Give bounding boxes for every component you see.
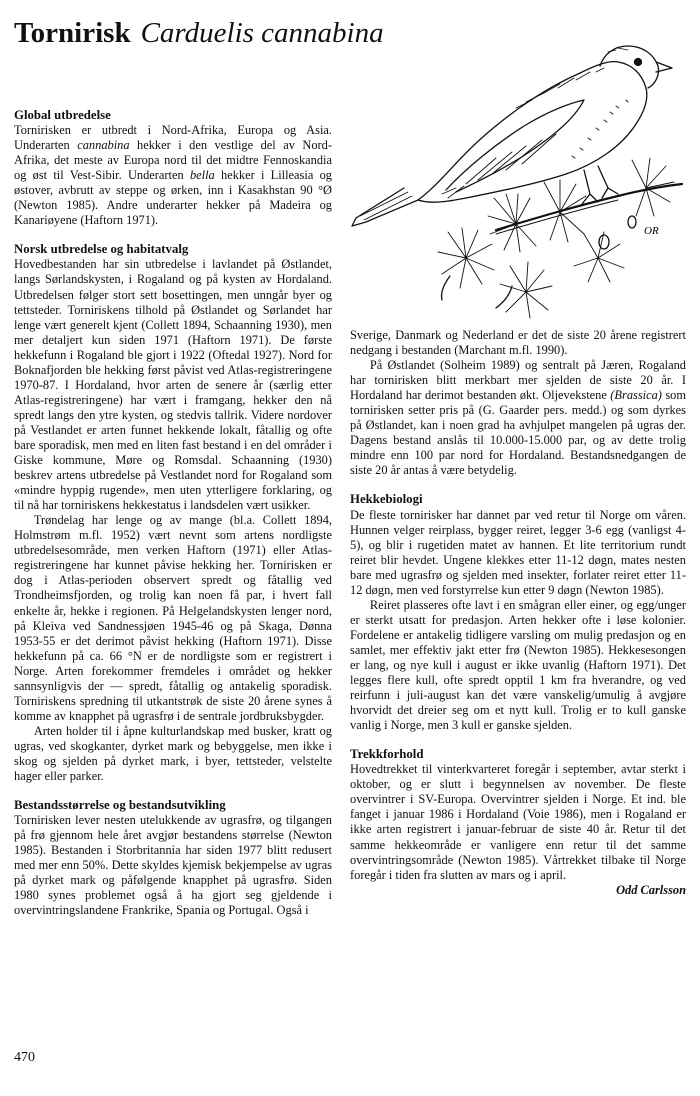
norsk-paragraph-1: Hovedbestanden har sin utbredelse i lavlandet på Østlandet, langs Sørlandskysten, i Rogaland og på kysten av Hordaland. Utbredelsen følger stort sett bosettingen, men unngår byer og tettsteder. Torniriskens tilhold på Østlandet og Sørlandet har lenge vært generelt kjent (Collett 1894, Schaanning 1930), men mer detaljert kun siden 1971 (Haftorn 1971). De første hekkefunn i Rogaland ble gjort i 1922 (Oftedal 1927). Nord for Boknafjorden ble hekking først påvist ved Atlas-registreringene 1970-87. I Hordaland, hvor arten de senere år (særlig etter Atlas-registreringene) har vært i framgang, hekker den nå spredt langs den ytre kysten, og stedvis tallrik. Videre nordover på Vestlandet er arten funnet hekkende lokalt, fåtallig og ofte bare sporadisk, men med en liten fast bestand i en del områder i Giske kommune, Møre og Romsdal. Schaanning (1930) beskrev artens utbredelse på Vestlandet nord for Rogaland som «mindre hyppig rugende», men uten ytterligere forklaring, og til nå har torniriskens hekkestatus i landsdelen vært usikker.: [14, 257, 332, 513]
hekke-paragraph-1: De fleste tornirisker har dannet par ved retur til Norge om våren. Hunnen velger reirplass, bygger reiret, legger 3-6 egg (vanligst 4-5), og blir i rugetiden matet av hannen. Et lite territorium rundt reiret blir hevdet. Ungene klekkes etter 11-12 døgn, mates nesten bare med ugrasfrø og sjelden med insekter, forlater reiret etter 11-12 døgn, men ved forstyrrelse kun etter 9 døgn (Newton 1985).: [350, 507, 686, 597]
heading-hekke: Hekkebiologi: [350, 492, 423, 507]
left-column: [14, 108, 332, 918]
author-name: Odd Carlsson: [616, 882, 686, 897]
bestand-text-a: På Østlandet (Solheim 1989) og sentralt på Jæren, Rogaland har tornirisken blitt merkbart mer sjelden de siste 20 år. I Hordaland har derimot bestanden økt. Oljevekstene: [350, 358, 686, 403]
species-common-name: Tornirisk: [14, 17, 131, 49]
heading-bestand: Bestandsstørrelse og bestandsutvikling: [14, 798, 226, 813]
species-title: [14, 16, 384, 50]
hekke-paragraph-2: Reiret plasseres ofte lavt i en smågran eller einer, og egg/unger er sterkt utsatt for predasjon. Arten hekker ofte i løse kolonier. Fordelene er antakelig tidligere varsling om mulig predasjon og en samlet, mer effektiv jakt etter frø (Newton 1985). Hekkesesongen er lang, og nye kull i august er ikke uvanlig (Haftorn 1971). Det legges flere kull, ofte spredt opptil 1 km fra hverandre, og ved reirfunn i juli-august kan det være vanskelig/umulig å avgjøre hvorvidt det dreier seg om et nytt kull. Trolig er to kull ganske vanlig i Norge, men 3 kull er ganske sjelden.: [350, 597, 686, 733]
right-column: [350, 328, 686, 898]
trekk-paragraph-1: Hovedtrekket til vinterkvarteret foregår i september, avtar sterkt i oktober, og er slutt i begynnelsen av november. De fleste overvintrer i SV-Europa. Overvintrer sjelden i Norge. Et ind. ble fanget i januar 1986 i Hordaland (Voie 1986), men i Rogaland er ikke arten registrert i januar-februar de siste 40 år. Retur til det samme hekkeområde er vanligere enn retur til det samme overvintringsområde (Newton 1985). Vårtrekket tilbake til Norge foregår i tiden fra slutten av mars og i april.: [350, 762, 686, 882]
norsk-paragraph-2: Trøndelag har lenge og av mange (bl.a. Collett 1894, Holmstrøm m.fl. 1952) vært nevnt som artens nordligste utbredelsesområde, men verken Haftorn (1971) eller Atlas-registreringene har kunnet påvise hekking her. Tornirisken er dog i Atlas-perioden observert spredt og fåtallig ved Trondheimsfjorden, og trolig kan noen få par, i hvert fall enkelte år, hekke i regionen. På Helgelandskysten lenger nord, på Kleiva ved Sandnessjøen 1945-46 og på Skaga, Dønna 1953-55 er det derimot påvist hekking (Haftorn 1971). Disse hekkefunn på ca. 66 °N er de nordligste som er registrert i Norge. Arten forekommer fremdeles i området og hekker sannsynligvis der — spredt, fåtallig og antakelig sporadisk. Torniriskens spredning til utkantstrøk de siste 20 årene synes å komme av knapphet på ugrasfrø i de sentrale jordbruksbygder.: [14, 513, 332, 723]
global-text-em2: bella: [189, 168, 215, 183]
heading-norsk: Norsk utbredelse og habitatvalg: [14, 242, 189, 257]
global-text-c: hekker i Lilleasia og østover, avbrutt av steppe og ørken, inn i Kasakhstan 90 °Ø (Newton 1985). Andre underarter hekker på Madeira og Kanariøyene (Haftorn 1971).: [14, 168, 332, 228]
species-latin-name: Carduelis cannabina: [140, 17, 384, 49]
global-text-em1: cannabina: [77, 138, 130, 153]
bestand-paragraph-2: [350, 358, 686, 478]
bestand-text-b: som tornirisken setter pris på (G. Gaarder pers. medd.) og som dyrkes på Østlandet, kan i noen grad ha avhjulpet mangelen på ugras der. Dagens bestand anslås til 10.000-15.000 par, og av dette trolig mindre enn 100 par nord for Hordaland. Bestandsnedgangen de siste 20 år antas å være betydelig.: [350, 388, 686, 478]
bestand-text-em: (Brassica): [610, 388, 662, 403]
global-paragraph: [14, 123, 332, 228]
heading-global: Global utbredelse: [14, 108, 111, 122]
norsk-paragraph-3: Arten holder til i åpne kulturlandskap med busker, kratt og ugras, ved skogkanter, dyrket mark og bebyggelse, men ikke i skog og sjelden på dyrket mark, i byer, tettsteder, velstelte hager eller parker.: [14, 723, 332, 784]
global-text-a: Tornirisken er utbredt i Nord-Afrika, Europa og Asia. Underarten: [14, 123, 332, 153]
artist-signature: OR: [644, 225, 659, 237]
bestand-paragraph-1-left: Tornirisken lever nesten utelukkende av ugrasfrø, og tilgangen på frø gjennom hele året avgjør bestandens størrelse (Newton 1985). Bestanden i Storbritannia har siden 1977 blitt redusert med mer enn 50%. Dette skyldes kjemisk bekjempelse av ugras på dyrket mark og påfølgende knapphet på ugrasfrø. Siden 1980 synes problemet også å ha gjort seg gjeldende i overvintringslandene Frankrike, Spania og Portugal. Også i: [14, 813, 332, 918]
global-text-b: hekker i den vestlige del av Nord-Afrika, det meste av Europa nord til det midtre Fennoskandia og øst til Vest-Sibir. Underarten: [14, 138, 332, 183]
page-number: 470: [14, 1050, 35, 1065]
bestand-paragraph-1-right: Sverige, Danmark og Nederland er det de siste 20 årene registrert nedgang i bestanden (Marchant m.fl. 1990).: [350, 328, 686, 358]
heading-trekk: Trekkforhold: [350, 747, 424, 762]
linnet-bird-on-larch-branch-icon: [346, 8, 686, 326]
